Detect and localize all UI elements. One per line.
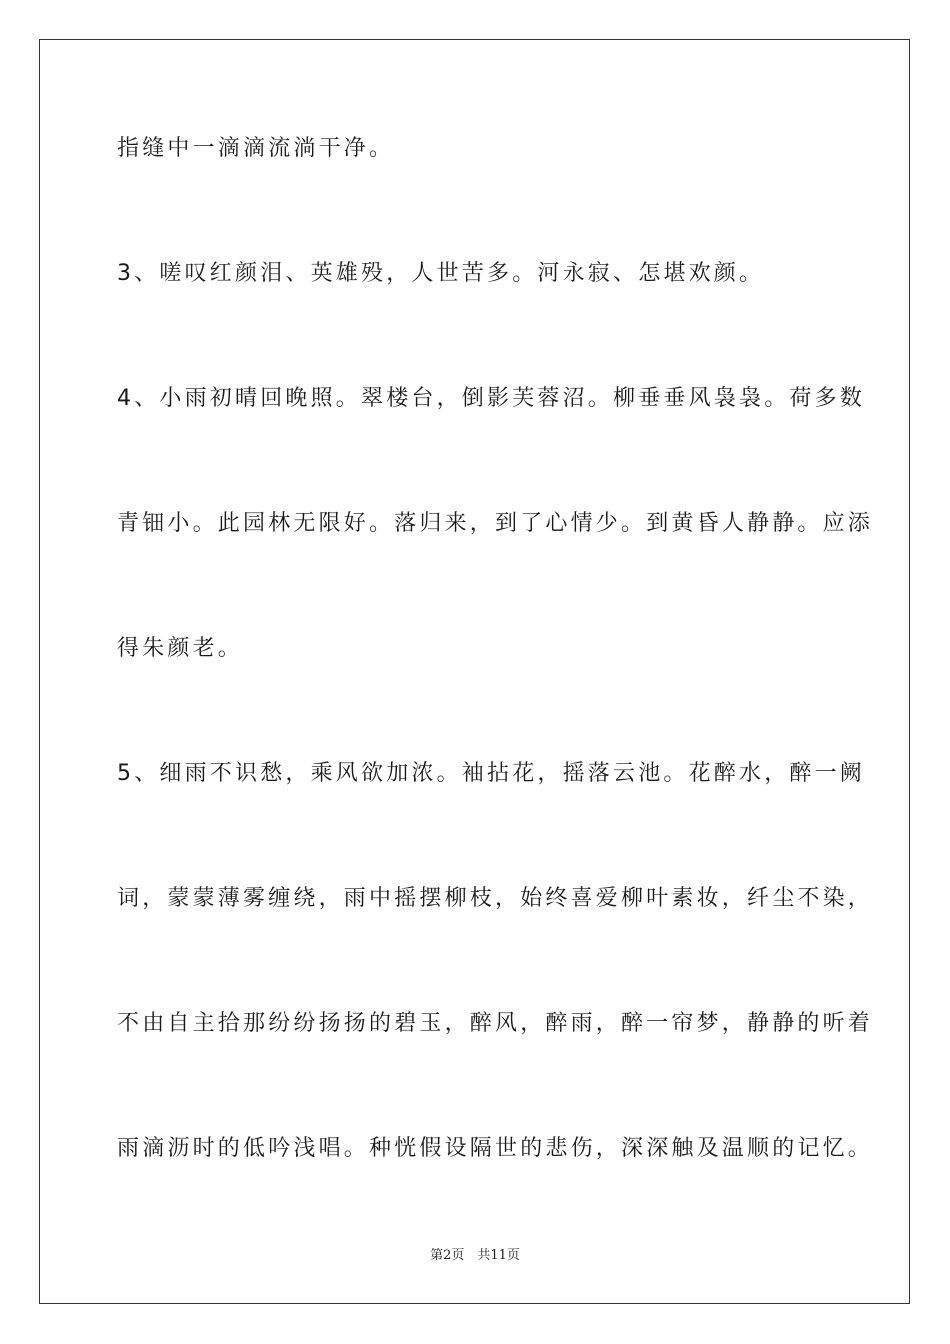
paragraph-line-3: 4、小雨初晴回晚照。翠楼台，倒影芙蓉沼。柳垂垂风袅袅。荷多数 <box>117 386 865 411</box>
paragraph-line-6: 5、细雨不识愁，乘风欲加浓。袖拈花，摇落云池。花醉水，醉一阙 <box>117 761 865 786</box>
paragraph-line-2: 3、嗟叹红颜泪、英雄殁，人世苦多。河永寂、怎堪欢颜。 <box>117 261 765 286</box>
paragraph-line-8: 不由自主拾那纷纷扬扬的碧玉，醉风，醉雨，醉一帘梦，静静的听着 <box>117 1011 874 1036</box>
paragraph-line-7: 词，蒙蒙薄雾缠绕，雨中摇摆柳枝，始终喜爱柳叶素妆，纤尘不染， <box>117 886 874 911</box>
page-border <box>39 39 910 1304</box>
paragraph-line-5: 得朱颜老。 <box>117 636 244 661</box>
paragraph-line-1: 指缝中一滴滴流淌干净。 <box>117 136 395 161</box>
paragraph-line-9: 雨滴沥时的低吟浅唱。种恍假设隔世的悲伤，深深触及温顺的记忆。 <box>117 1136 874 1161</box>
page-number-footer: 第2页 共11页 <box>430 1248 520 1263</box>
paragraph-line-4: 青钿小。此园林无限好。落归来，到了心情少。到黄昏人静静。应添 <box>117 511 874 536</box>
